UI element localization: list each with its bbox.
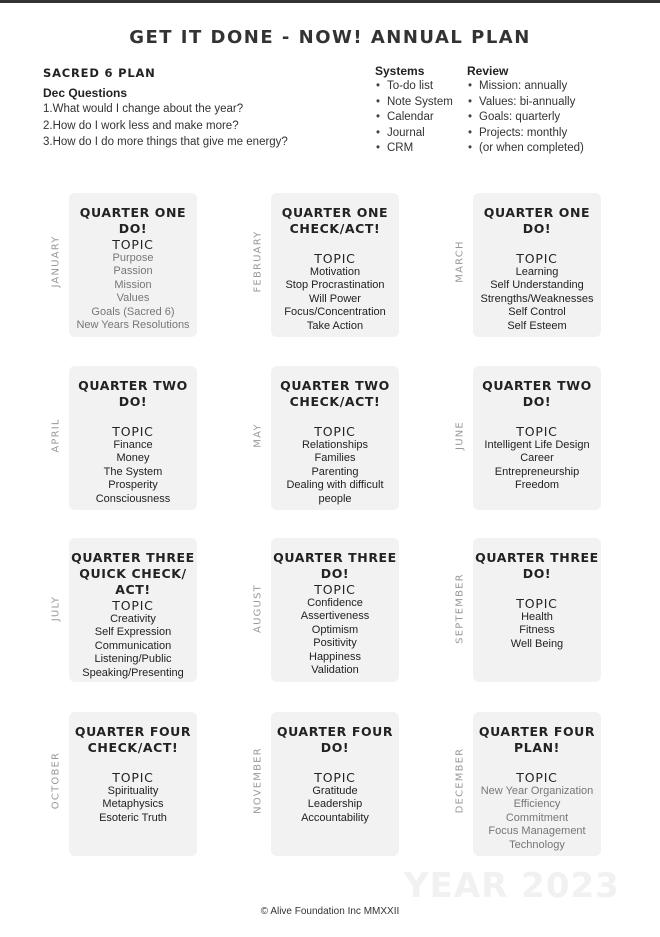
card-item: Families	[314, 452, 356, 465]
card-item: Money	[116, 452, 150, 465]
card-item: Passion	[113, 265, 153, 278]
card-items	[473, 611, 601, 651]
month-label-april: APRIL	[50, 418, 62, 453]
card-item: Take Action	[306, 319, 364, 332]
month-label-september: SEPTEMBER	[454, 573, 466, 644]
card-topic: TOPIC	[516, 770, 558, 785]
card-item: Happiness	[309, 650, 361, 663]
card-items	[69, 439, 197, 506]
card-item: Commitment	[505, 811, 569, 824]
card-item: Prosperity	[108, 479, 158, 492]
card-item: Dealing with difficult	[286, 479, 384, 492]
card-heading: QUARTER FOUR PLAN!	[478, 724, 596, 755]
card-heading: QUARTER FOUR DO!	[276, 724, 394, 755]
card-item: Learning	[515, 266, 559, 278]
card-may	[271, 366, 399, 510]
card-heading: QUARTER THREE QUICK CHECK/ ACT!	[71, 550, 195, 597]
review-item: • Projects: monthly	[467, 126, 584, 142]
card-items	[69, 785, 197, 825]
card-item: Will Power	[309, 292, 361, 305]
card-heading: QUARTER TWO CHECK/ACT!	[280, 378, 390, 409]
card-item: Motivation	[309, 266, 361, 278]
card-item: Focus Management	[488, 825, 586, 838]
card-topic: TOPIC	[314, 424, 356, 439]
card-june	[473, 366, 601, 510]
card-november	[271, 712, 399, 856]
month-label-august: AUGUST	[252, 584, 264, 633]
card-item: Communication	[94, 639, 172, 652]
card-item: The System	[103, 465, 163, 478]
card-heading: QUARTER TWO DO!	[482, 378, 592, 409]
card-item: Validation	[311, 664, 359, 677]
card-item: Fitness	[519, 624, 555, 637]
dec-question: 3.How do I do more things that give me energy?	[43, 136, 288, 148]
card-item: Strengths/Weaknesses	[480, 292, 594, 305]
card-item: New Years Resolutions	[76, 319, 190, 332]
card-item: Intelligent Life Design	[484, 439, 590, 451]
card-august	[271, 538, 399, 682]
card-item: Accountability	[301, 811, 369, 824]
month-label-february: FEBRUARY	[252, 230, 264, 293]
card-heading: QUARTER THREE DO!	[475, 550, 599, 581]
review-item: • Goals: quarterly	[467, 110, 584, 126]
card-item: Self Expression	[94, 626, 172, 639]
sacred-plan-heading: SACRED 6 PLAN	[43, 66, 156, 80]
review-list	[467, 79, 584, 157]
dec-question: 1.What would I change about the year?	[43, 103, 244, 115]
card-items	[271, 597, 399, 677]
card-september	[473, 538, 601, 682]
footer-copyright: © Alive Foundation Inc MMXXII	[260, 906, 400, 917]
card-item: Listening/Public	[94, 653, 172, 666]
card-topic: TOPIC	[516, 251, 558, 266]
card-topic: TOPIC	[314, 770, 356, 785]
card-item: Freedom	[514, 479, 560, 492]
card-items	[69, 613, 197, 680]
card-topic: TOPIC	[112, 598, 154, 613]
review-heading: Review	[467, 64, 509, 78]
card-item: Finance	[113, 439, 153, 451]
card-heading: QUARTER ONE DO!	[79, 205, 187, 236]
month-label-november: NOVEMBER	[252, 747, 264, 814]
review-item: • Mission: annually	[467, 79, 584, 95]
card-item: Confidence	[307, 597, 363, 609]
card-item: Self Control	[508, 306, 566, 319]
card-february	[271, 193, 399, 337]
systems-item: • To-do list	[375, 79, 453, 95]
page-title: GET IT DONE - NOW! ANNUAL PLAN	[129, 27, 531, 48]
card-item: Health	[521, 611, 553, 623]
card-item: Stop Procrastination	[285, 279, 385, 292]
card-item: Consciousness	[95, 492, 171, 505]
month-label-january: JANUARY	[50, 235, 62, 288]
review-item: • Values: bi-annually	[467, 95, 584, 111]
card-item: Technology	[509, 838, 565, 851]
card-march	[473, 193, 601, 337]
card-item: Purpose	[112, 252, 154, 264]
dec-questions-heading: Dec Questions	[43, 86, 128, 100]
card-item: Optimism	[311, 623, 359, 636]
card-july	[69, 538, 197, 682]
systems-item: • Calendar	[375, 110, 453, 126]
card-heading: QUARTER FOUR CHECK/ACT!	[74, 724, 192, 755]
card-heading: QUARTER ONE CHECK/ACT!	[281, 205, 389, 236]
card-item: Efficiency	[513, 798, 561, 811]
card-topic: TOPIC	[516, 424, 558, 439]
month-label-may: MAY	[252, 423, 264, 448]
card-december	[473, 712, 601, 856]
card-items	[473, 439, 601, 493]
dec-question: 2.How do I work less and make more?	[43, 119, 239, 132]
card-topic: TOPIC	[112, 237, 154, 252]
card-october	[69, 712, 197, 856]
card-item: Positivity	[313, 637, 357, 650]
card-item: Relationships	[301, 439, 369, 451]
card-item: Gratitude	[312, 785, 358, 797]
card-heading: QUARTER THREE DO!	[273, 550, 397, 581]
systems-heading: Systems	[375, 64, 425, 78]
card-item: Self Understanding	[490, 279, 584, 292]
card-item: Values	[116, 292, 150, 305]
card-item: Well Being	[510, 637, 564, 650]
review-item: • (or when completed)	[467, 141, 584, 157]
card-items	[69, 252, 197, 332]
card-items	[271, 785, 399, 825]
card-topic: TOPIC	[516, 596, 558, 611]
card-heading: QUARTER ONE DO!	[483, 205, 591, 236]
card-topic: TOPIC	[112, 770, 154, 785]
dec-questions-list	[43, 101, 288, 151]
card-item: Spirituality	[107, 785, 159, 797]
card-item: Mission	[114, 278, 152, 291]
card-topic: TOPIC	[314, 582, 356, 597]
card-item: Entrepreneurship	[494, 465, 580, 478]
card-item: Leadership	[307, 798, 363, 811]
card-topic: TOPIC	[314, 251, 356, 266]
systems-item: • Note System	[375, 95, 453, 111]
card-item: Assertiveness	[300, 610, 370, 623]
card-items	[271, 439, 399, 506]
month-label-october: OCTOBER	[50, 751, 62, 810]
card-april	[69, 366, 197, 510]
card-item: Esoteric Truth	[99, 811, 167, 824]
card-item: Metaphysics	[102, 798, 164, 811]
card-item: Career	[520, 452, 554, 465]
card-item: Parenting	[311, 465, 359, 478]
systems-item: • Journal	[375, 126, 453, 142]
card-heading: QUARTER TWO DO!	[78, 378, 188, 409]
card-item: Speaking/Presenting	[82, 666, 184, 679]
card-items	[473, 266, 601, 333]
month-label-march: MARCH	[454, 240, 466, 283]
card-topic: TOPIC	[112, 424, 154, 439]
card-item: Goals (Sacred 6)	[91, 305, 175, 318]
systems-list	[375, 79, 453, 157]
card-item: Focus/Concentration	[284, 306, 386, 319]
card-item: people	[318, 492, 352, 505]
card-item: New Year Organization	[480, 785, 594, 797]
card-january	[69, 193, 197, 337]
month-label-december: DECEMBER	[454, 747, 466, 814]
month-label-july: JULY	[50, 595, 62, 622]
systems-item: • CRM	[375, 141, 453, 157]
year-watermark: YEAR 2023	[404, 866, 620, 906]
top-rule	[0, 0, 660, 3]
card-items	[473, 785, 601, 852]
month-label-june: JUNE	[454, 421, 466, 450]
card-item: Creativity	[110, 613, 156, 625]
card-items	[271, 266, 399, 333]
card-item: Self Esteem	[507, 319, 567, 332]
